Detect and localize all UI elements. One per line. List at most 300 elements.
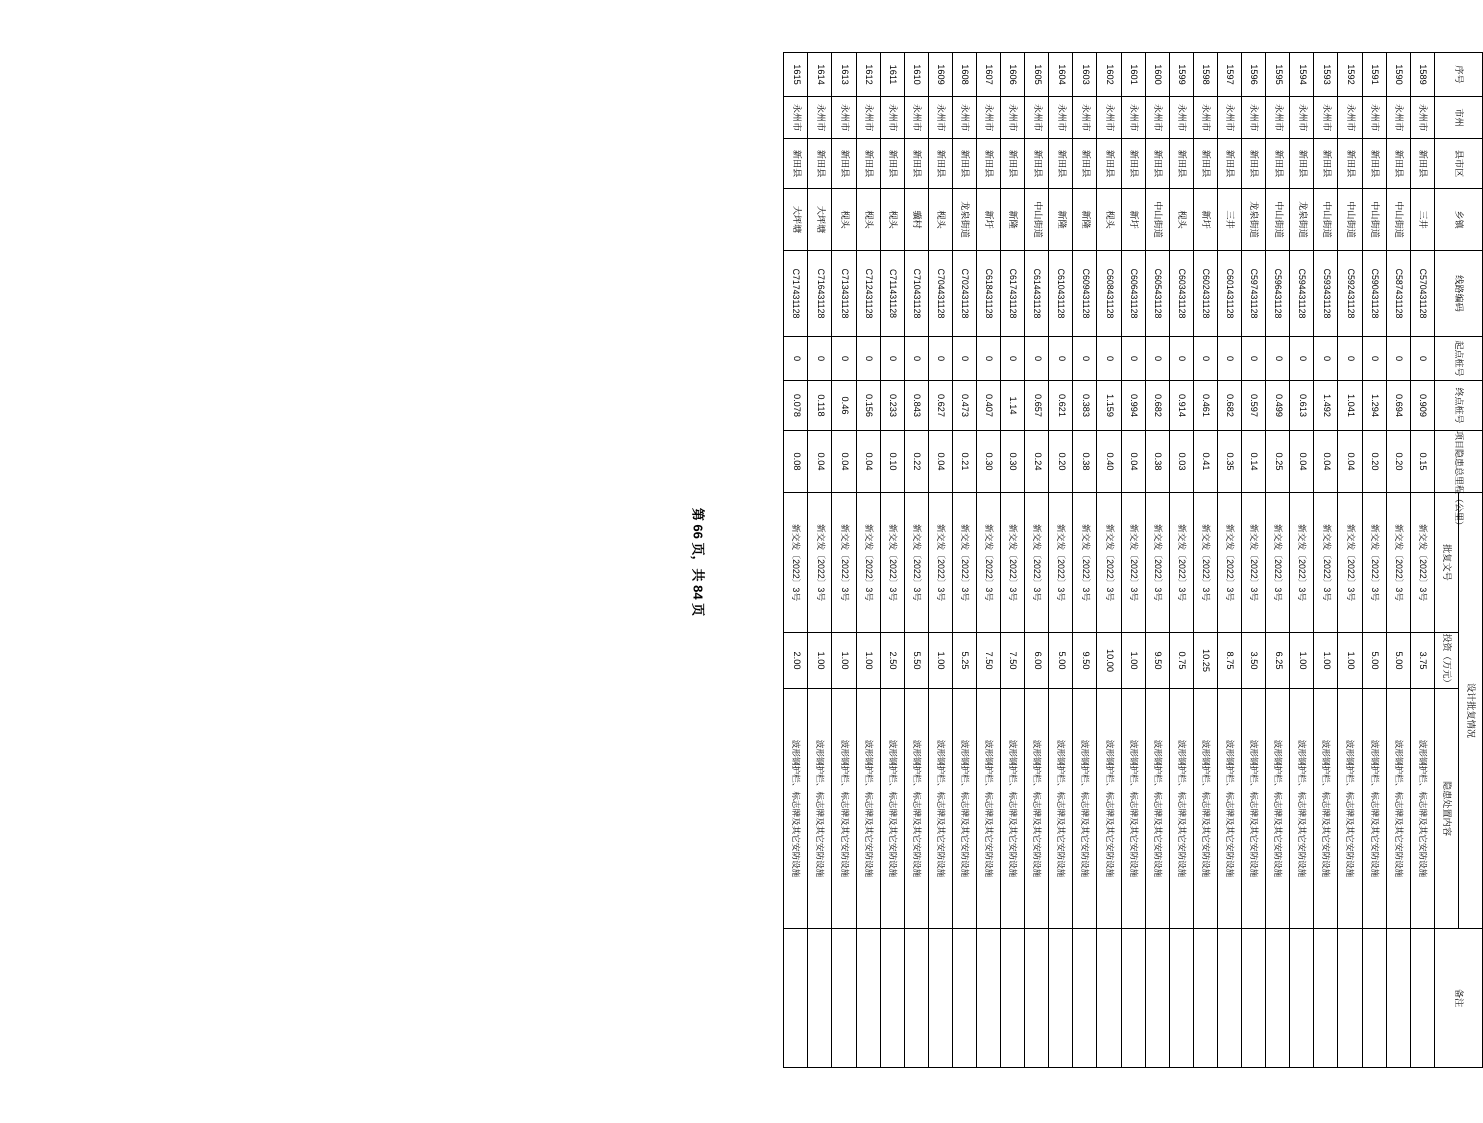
table-row [880,53,904,1068]
cell-length: 0.38 [1073,431,1097,493]
cell-code: C711431128 [880,251,904,337]
cell-town: 龙泉街道 [1290,189,1314,251]
cell-length: 0.04 [856,431,880,493]
cell-content: 波形钢护栏、标志牌及其它安防设施 [808,689,832,929]
cell-end-stake: 0.597 [1242,381,1266,431]
cell-end-stake: 0.994 [1121,381,1145,431]
cell-note [1217,929,1241,1068]
cell-city: 永州市 [977,97,1001,139]
header-total-length: 项目隐患总里程（公里） [1434,431,1482,493]
cell-start-stake: 0 [1073,337,1097,381]
cell-seq: 1603 [1073,53,1097,97]
cell-doc-number: 新交发〔2022〕3号 [1217,493,1241,633]
table-row [1073,53,1097,1068]
cell-city: 永州市 [1362,97,1386,139]
cell-start-stake: 0 [880,337,904,381]
cell-county: 新田县 [1266,139,1290,189]
cell-end-stake: 1.492 [1314,381,1338,431]
cell-town: 大坪塘 [808,189,832,251]
header-investment: 投资（万元） [1434,633,1458,689]
cell-note [856,929,880,1068]
cell-county: 新田县 [1338,139,1362,189]
cell-county: 新田县 [1145,139,1169,189]
cell-county: 新田县 [832,139,856,189]
cell-note [1073,929,1097,1068]
cell-length: 0.20 [1386,431,1410,493]
cell-investment: 1.00 [856,633,880,689]
cell-city: 永州市 [1242,97,1266,139]
cell-investment: 7.50 [1001,633,1025,689]
cell-end-stake: 0.914 [1169,381,1193,431]
cell-county: 新田县 [1049,139,1073,189]
hazard-projects-table [783,52,1483,1068]
cell-end-stake: 1.294 [1362,381,1386,431]
table-row [784,53,808,1068]
cell-seq: 1590 [1386,53,1410,97]
cell-city: 永州市 [784,97,808,139]
cell-town: 龙泉街道 [1242,189,1266,251]
cell-length: 0.04 [1338,431,1362,493]
cell-start-stake: 0 [1049,337,1073,381]
cell-seq: 1615 [784,53,808,97]
table-row [952,53,976,1068]
cell-investment: 10.00 [1097,633,1121,689]
cell-code: C704431128 [928,251,952,337]
cell-seq: 1602 [1097,53,1121,97]
cell-note [880,929,904,1068]
cell-length: 0.35 [1217,431,1241,493]
cell-code: C590431128 [1362,251,1386,337]
cell-seq: 1594 [1290,53,1314,97]
cell-county: 新田县 [1314,139,1338,189]
cell-code: C587431128 [1386,251,1410,337]
cell-city: 永州市 [1049,97,1073,139]
cell-seq: 1598 [1193,53,1217,97]
cell-length: 0.04 [1314,431,1338,493]
cell-city: 永州市 [1145,97,1169,139]
cell-length: 0.24 [1025,431,1049,493]
cell-town: 中山街道 [1266,189,1290,251]
table-row [1338,53,1362,1068]
cell-doc-number: 新交发〔2022〕3号 [1121,493,1145,633]
table-row [1410,53,1434,1068]
cell-content: 波形钢护栏、标志牌及其它安防设施 [1362,689,1386,929]
cell-city: 永州市 [808,97,832,139]
cell-investment: 2.00 [784,633,808,689]
cell-doc-number: 新交发〔2022〕3号 [832,493,856,633]
cell-county: 新田县 [880,139,904,189]
cell-investment: 0.75 [1169,633,1193,689]
cell-code: C596431128 [1266,251,1290,337]
cell-seq: 1605 [1025,53,1049,97]
cell-investment: 6.00 [1025,633,1049,689]
cell-county: 新田县 [1410,139,1434,189]
cell-length: 0.04 [928,431,952,493]
cell-city: 永州市 [952,97,976,139]
cell-city: 永州市 [1073,97,1097,139]
cell-city: 永州市 [1314,97,1338,139]
cell-content: 波形钢护栏、标志牌及其它安防设施 [1242,689,1266,929]
cell-seq: 1597 [1217,53,1241,97]
table-row [904,53,928,1068]
cell-note [977,929,1001,1068]
cell-code: C602431128 [1193,251,1217,337]
table-row [1121,53,1145,1068]
cell-town: 中山街道 [1362,189,1386,251]
cell-end-stake: 0.682 [1145,381,1169,431]
cell-investment: 1.00 [928,633,952,689]
table-row [1025,53,1049,1068]
cell-county: 新田县 [1073,139,1097,189]
cell-county: 新田县 [1217,139,1241,189]
cell-investment: 5.00 [1049,633,1073,689]
cell-city: 永州市 [1001,97,1025,139]
cell-note [1145,929,1169,1068]
cell-start-stake: 0 [784,337,808,381]
cell-note [1001,929,1025,1068]
cell-code: C606431128 [1121,251,1145,337]
cell-county: 新田县 [1242,139,1266,189]
table-row [1145,53,1169,1068]
cell-content: 波形钢护栏、标志牌及其它安防设施 [1338,689,1362,929]
cell-city: 永州市 [1410,97,1434,139]
table-row [928,53,952,1068]
cell-start-stake: 0 [1193,337,1217,381]
cell-code: C594431128 [1290,251,1314,337]
cell-doc-number: 新交发〔2022〕3号 [808,493,832,633]
cell-doc-number: 新交发〔2022〕3号 [1193,493,1217,633]
cell-note [1266,929,1290,1068]
cell-note [1314,929,1338,1068]
cell-note [1386,929,1410,1068]
cell-town: 龙泉街道 [952,189,976,251]
cell-start-stake: 0 [1025,337,1049,381]
table-row [1314,53,1338,1068]
cell-town: 枧头 [1169,189,1193,251]
cell-content: 波形钢护栏、标志牌及其它安防设施 [832,689,856,929]
cell-note [808,929,832,1068]
cell-content: 波形钢护栏、标志牌及其它安防设施 [1193,689,1217,929]
cell-note [1410,929,1434,1068]
cell-county: 新田县 [1193,139,1217,189]
cell-city: 永州市 [1386,97,1410,139]
cell-end-stake: 0.407 [977,381,1001,431]
cell-start-stake: 0 [1386,337,1410,381]
header-doc-number: 批复文号 [1434,493,1458,633]
cell-end-stake: 1.041 [1338,381,1362,431]
cell-code: C702431128 [952,251,976,337]
cell-content: 波形钢护栏、标志牌及其它安防设施 [1001,689,1025,929]
rotated-table-area [783,52,1483,1067]
cell-content: 波形钢护栏、标志牌及其它安防设施 [1025,689,1049,929]
cell-county: 新田县 [856,139,880,189]
cell-seq: 1589 [1410,53,1434,97]
cell-end-stake: 0.657 [1025,381,1049,431]
cell-end-stake: 0.621 [1049,381,1073,431]
cell-city: 永州市 [832,97,856,139]
table-row [1266,53,1290,1068]
cell-county: 新田县 [928,139,952,189]
cell-content: 波形钢护栏、标志牌及其它安防设施 [880,689,904,929]
cell-end-stake: 0.461 [1193,381,1217,431]
cell-city: 永州市 [1097,97,1121,139]
cell-code: C603431128 [1169,251,1193,337]
cell-note [1290,929,1314,1068]
cell-seq: 1608 [952,53,976,97]
header-content: 隐患处置内容 [1434,689,1458,929]
cell-note [904,929,928,1068]
cell-length: 0.41 [1193,431,1217,493]
cell-length: 0.10 [880,431,904,493]
cell-city: 永州市 [1193,97,1217,139]
cell-county: 新田县 [952,139,976,189]
cell-investment: 9.50 [1145,633,1169,689]
cell-end-stake: 0.627 [928,381,952,431]
cell-content: 波形钢护栏、标志牌及其它安防设施 [856,689,880,929]
cell-start-stake: 0 [1097,337,1121,381]
cell-seq: 1614 [808,53,832,97]
cell-city: 永州市 [1290,97,1314,139]
cell-county: 新田县 [1386,139,1410,189]
cell-town: 枧头 [1097,189,1121,251]
cell-code: C609431128 [1073,251,1097,337]
cell-investment: 5.25 [952,633,976,689]
cell-start-stake: 0 [1121,337,1145,381]
cell-city: 永州市 [1217,97,1241,139]
table-row [808,53,832,1068]
cell-end-stake: 0.233 [880,381,904,431]
cell-content: 波形钢护栏、标志牌及其它安防设施 [1290,689,1314,929]
cell-start-stake: 0 [977,337,1001,381]
cell-end-stake: 1.14 [1001,381,1025,431]
cell-length: 0.04 [808,431,832,493]
cell-content: 波形钢护栏、标志牌及其它安防设施 [1314,689,1338,929]
cell-start-stake: 0 [832,337,856,381]
cell-city: 永州市 [856,97,880,139]
cell-seq: 1613 [832,53,856,97]
cell-seq: 1606 [1001,53,1025,97]
cell-code: C593431128 [1314,251,1338,337]
header-start-stake: 起点桩号 [1434,337,1482,381]
cell-doc-number: 新交发〔2022〕3号 [928,493,952,633]
header-design-approval-group: 设计批复情况 [1458,493,1482,929]
cell-start-stake: 0 [1242,337,1266,381]
cell-code: C716431128 [808,251,832,337]
cell-seq: 1601 [1121,53,1145,97]
cell-start-stake: 0 [1217,337,1241,381]
cell-code: C710431128 [904,251,928,337]
cell-town: 新圩 [1193,189,1217,251]
cell-code: C605431128 [1145,251,1169,337]
cell-note [1169,929,1193,1068]
cell-end-stake: 0.682 [1217,381,1241,431]
cell-town: 中山街道 [1145,189,1169,251]
cell-end-stake: 0.499 [1266,381,1290,431]
cell-doc-number: 新交发〔2022〕3号 [784,493,808,633]
cell-seq: 1596 [1242,53,1266,97]
table-body [784,53,1435,1068]
cell-content: 波形钢护栏、标志牌及其它安防设施 [952,689,976,929]
cell-doc-number: 新交发〔2022〕3号 [1073,493,1097,633]
cell-doc-number: 新交发〔2022〕3号 [1049,493,1073,633]
cell-code: C610431128 [1049,251,1073,337]
cell-note [784,929,808,1068]
cell-county: 新田县 [1362,139,1386,189]
cell-county: 新田县 [904,139,928,189]
table-row [856,53,880,1068]
cell-note [928,929,952,1068]
table-row [1193,53,1217,1068]
cell-start-stake: 0 [1169,337,1193,381]
cell-length: 0.30 [1001,431,1025,493]
cell-length: 0.08 [784,431,808,493]
cell-doc-number: 新交发〔2022〕3号 [1242,493,1266,633]
cell-end-stake: 0.078 [784,381,808,431]
cell-length: 0.04 [1290,431,1314,493]
cell-code: C592431128 [1338,251,1362,337]
cell-county: 新田县 [1121,139,1145,189]
cell-length: 0.21 [952,431,976,493]
cell-doc-number: 新交发〔2022〕3号 [856,493,880,633]
cell-city: 永州市 [880,97,904,139]
cell-doc-number: 新交发〔2022〕3号 [1025,493,1049,633]
header-end-stake: 终点桩号 [1434,381,1482,431]
cell-content: 波形钢护栏、标志牌及其它安防设施 [904,689,928,929]
cell-content: 波形钢护栏、标志牌及其它安防设施 [1049,689,1073,929]
cell-content: 波形钢护栏、标志牌及其它安防设施 [1097,689,1121,929]
cell-length: 0.14 [1242,431,1266,493]
cell-start-stake: 0 [1410,337,1434,381]
cell-seq: 1604 [1049,53,1073,97]
cell-note [1025,929,1049,1068]
cell-start-stake: 0 [808,337,832,381]
cell-code: C601431128 [1217,251,1241,337]
cell-code: C618431128 [977,251,1001,337]
cell-content: 波形钢护栏、标志牌及其它安防设施 [1169,689,1193,929]
cell-investment: 8.75 [1217,633,1241,689]
cell-doc-number: 新交发〔2022〕3号 [1097,493,1121,633]
cell-length: 0.25 [1266,431,1290,493]
cell-content: 波形钢护栏、标志牌及其它安防设施 [1386,689,1410,929]
cell-content: 波形钢护栏、标志牌及其它安防设施 [1217,689,1241,929]
table-header [1434,53,1482,1068]
cell-note [1193,929,1217,1068]
cell-seq: 1612 [856,53,880,97]
cell-start-stake: 0 [952,337,976,381]
table-row [1049,53,1073,1068]
cell-end-stake: 0.473 [952,381,976,431]
cell-seq: 1591 [1362,53,1386,97]
table-row [1362,53,1386,1068]
cell-content: 波形钢护栏、标志牌及其它安防设施 [1121,689,1145,929]
cell-city: 永州市 [928,97,952,139]
cell-seq: 1599 [1169,53,1193,97]
cell-seq: 1593 [1314,53,1338,97]
cell-county: 新田县 [1290,139,1314,189]
cell-end-stake: 0.156 [856,381,880,431]
cell-start-stake: 0 [1001,337,1025,381]
cell-seq: 1592 [1338,53,1362,97]
table-row [1217,53,1241,1068]
cell-town: 中山街道 [1025,189,1049,251]
cell-doc-number: 新交发〔2022〕3号 [977,493,1001,633]
table-row [1386,53,1410,1068]
table-row [832,53,856,1068]
cell-county: 新田县 [977,139,1001,189]
cell-doc-number: 新交发〔2022〕3号 [1266,493,1290,633]
cell-town: 枧头 [856,189,880,251]
cell-doc-number: 新交发〔2022〕3号 [1362,493,1386,633]
cell-start-stake: 0 [1338,337,1362,381]
cell-start-stake: 0 [1314,337,1338,381]
cell-note [1338,929,1362,1068]
cell-investment: 1.00 [808,633,832,689]
cell-content: 波形钢护栏、标志牌及其它安防设施 [1410,689,1434,929]
cell-code: C597431128 [1242,251,1266,337]
cell-town: 新隆 [1049,189,1073,251]
cell-county: 新田县 [1097,139,1121,189]
cell-city: 永州市 [1025,97,1049,139]
cell-town: 新圩 [977,189,1001,251]
table-row [1290,53,1314,1068]
table-row [1169,53,1193,1068]
cell-length: 0.38 [1145,431,1169,493]
cell-start-stake: 0 [1290,337,1314,381]
header-seq: 序号 [1434,53,1482,97]
cell-town: 新隆 [1073,189,1097,251]
cell-investment: 2.50 [880,633,904,689]
cell-investment: 5.50 [904,633,928,689]
cell-city: 永州市 [1266,97,1290,139]
cell-length: 0.15 [1410,431,1434,493]
cell-city: 永州市 [1121,97,1145,139]
cell-investment: 1.00 [1338,633,1362,689]
cell-investment: 1.00 [832,633,856,689]
cell-county: 新田县 [808,139,832,189]
cell-town: 三井 [1410,189,1434,251]
cell-seq: 1609 [928,53,952,97]
cell-county: 新田县 [1025,139,1049,189]
header-city: 市州 [1434,97,1482,139]
cell-county: 新田县 [1001,139,1025,189]
cell-doc-number: 新交发〔2022〕3号 [1338,493,1362,633]
cell-end-stake: 1.159 [1097,381,1121,431]
cell-content: 波形钢护栏、标志牌及其它安防设施 [928,689,952,929]
cell-doc-number: 新交发〔2022〕3号 [952,493,976,633]
cell-town: 中山街道 [1314,189,1338,251]
cell-city: 永州市 [1338,97,1362,139]
cell-city: 永州市 [1169,97,1193,139]
table-row [1001,53,1025,1068]
cell-content: 波形钢护栏、标志牌及其它安防设施 [1073,689,1097,929]
cell-content: 波形钢护栏、标志牌及其它安防设施 [977,689,1001,929]
cell-doc-number: 新交发〔2022〕3号 [1290,493,1314,633]
cell-end-stake: 0.613 [1290,381,1314,431]
cell-doc-number: 新交发〔2022〕3号 [1001,493,1025,633]
cell-start-stake: 0 [928,337,952,381]
cell-investment: 1.00 [1314,633,1338,689]
cell-investment: 3.75 [1410,633,1434,689]
cell-start-stake: 0 [856,337,880,381]
cell-doc-number: 新交发〔2022〕3号 [1386,493,1410,633]
cell-length: 0.04 [832,431,856,493]
cell-investment: 7.50 [977,633,1001,689]
cell-content: 波形钢护栏、标志牌及其它安防设施 [1266,689,1290,929]
cell-investment: 1.00 [1290,633,1314,689]
cell-town: 中山街道 [1386,189,1410,251]
cell-town: 新圩 [1121,189,1145,251]
header-note: 备注 [1434,929,1482,1068]
